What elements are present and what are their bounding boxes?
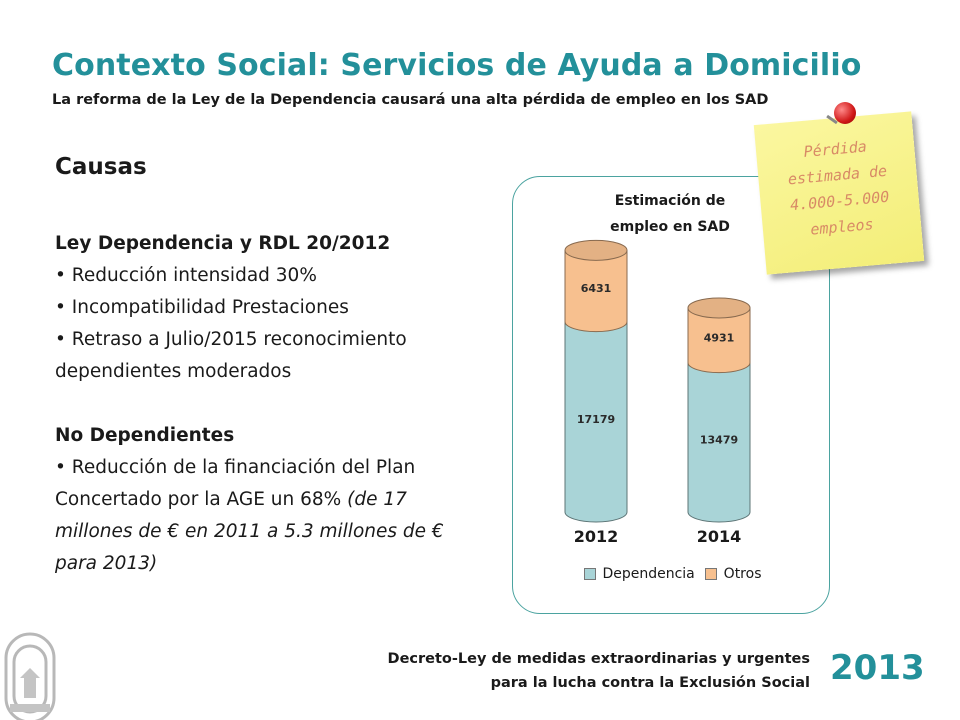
section1-item: • Reducción intensidad 30% xyxy=(55,265,317,286)
footer-year: 2013 xyxy=(830,648,925,688)
legend-label: Dependencia xyxy=(602,566,695,582)
section2-heading: No Dependientes xyxy=(55,425,235,446)
data-label: 17179 xyxy=(576,412,616,426)
legend-item-dependencia xyxy=(584,566,695,582)
legend-swatch-dependencia xyxy=(584,568,596,580)
causas-heading: Causas xyxy=(55,154,147,180)
section2-item xyxy=(55,452,485,580)
chart-title: Estimación de empleo en SAD xyxy=(610,193,730,235)
bar-top-2012 xyxy=(565,240,627,260)
legend-swatch-otros xyxy=(705,568,717,580)
section1-item: • Incompatibilidad Prestaciones xyxy=(55,297,349,318)
pushpin-icon xyxy=(834,102,856,124)
category-label: 2014 xyxy=(696,527,742,546)
junta-andalucia-logo-icon xyxy=(0,628,60,720)
section2-text: • Reducción de la financiación del Plan Concertado por la AGE un 68% xyxy=(55,457,416,510)
sticky-note-text: Pérdida estimada de 4.000-5.000 empleos xyxy=(787,137,890,239)
bar-top-2014 xyxy=(688,298,750,318)
page-title: Contexto Social: Servicios de Ayuda a Domicilio xyxy=(52,48,862,83)
section1-item: • Retraso a Julio/2015 reconocimiento dependientes moderados xyxy=(55,329,407,382)
data-label: 6431 xyxy=(580,281,612,295)
category-label: 2012 xyxy=(573,527,619,546)
data-label: 13479 xyxy=(699,433,739,447)
causas-text xyxy=(55,228,485,580)
legend-label: Otros xyxy=(723,566,762,582)
section2-italic-note: (de 17 millones de € en 2011 a 5.3 millones de € para 2013) xyxy=(55,489,444,574)
sticky-note xyxy=(754,111,924,274)
footer-decree xyxy=(330,647,810,695)
legend-item-otros xyxy=(705,566,761,582)
footer-line1: Decreto-Ley de medidas extraordinarias y urgentes xyxy=(387,651,810,667)
page-subtitle: La reforma de la Ley de la Dependencia causará una alta pérdida de empleo en los SAD xyxy=(52,92,769,108)
footer-line2: para la lucha contra la Exclusión Social xyxy=(490,675,810,691)
section1-heading: Ley Dependencia y RDL 20/2012 xyxy=(55,233,391,254)
chart-legend xyxy=(584,566,814,586)
data-label: 4931 xyxy=(703,331,735,345)
